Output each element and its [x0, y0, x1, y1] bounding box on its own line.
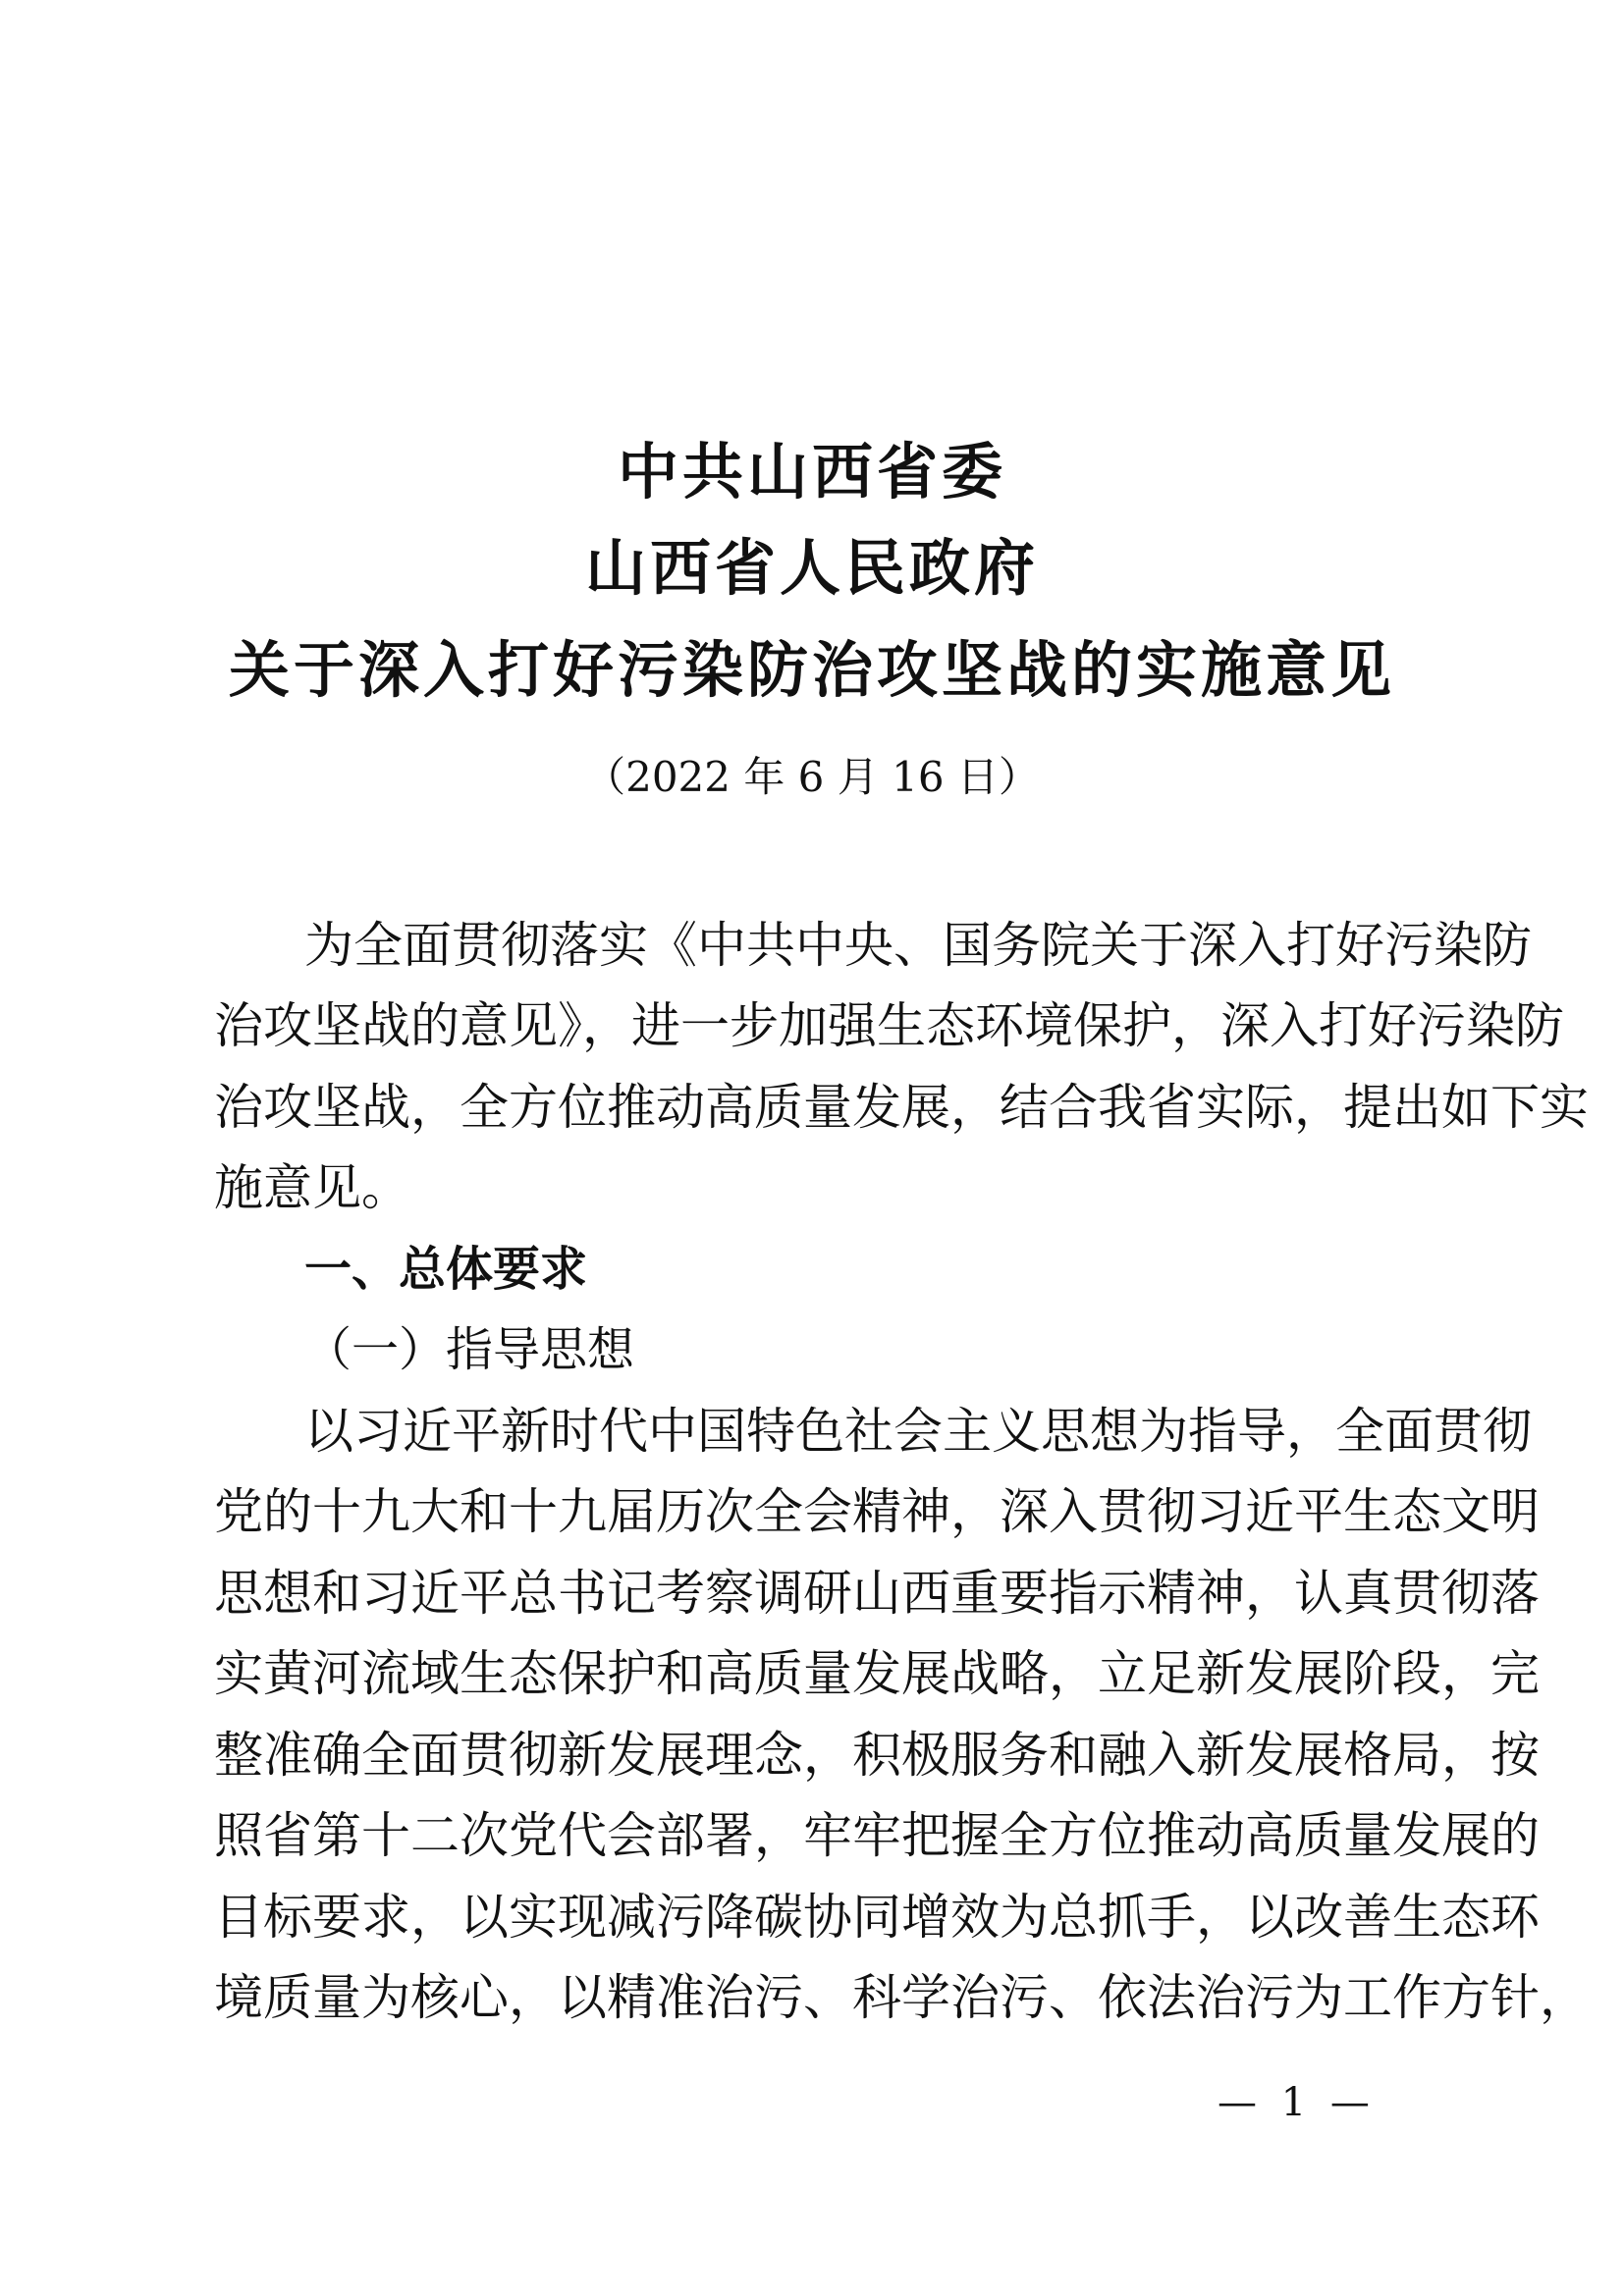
body-line: 整准确全面贯彻新发展理念，积极服务和融入新发展格局，按	[214, 1727, 1540, 1784]
subsection-heading: （一）指导思想	[304, 1322, 635, 1377]
body-line: 以习近平新时代中国特色社会主义思想为指导，全面贯彻	[304, 1403, 1532, 1460]
intro-line: 治攻坚战，全方位推动高质量发展，结合我省实际，提出如下实	[214, 1079, 1589, 1136]
intro-line: 为全面贯彻落实《中共中央、国务院关于深入打好污染防	[304, 917, 1532, 974]
body-line: 思想和习近平总书记考察调研山西重要指示精神，认真贯彻落	[214, 1565, 1540, 1622]
body-line: 党的十九大和十九届历次全会精神，深入贯彻习近平生态文明	[214, 1483, 1540, 1540]
section-heading: 一、总体要求	[304, 1242, 588, 1297]
body-line: 照省第十二次党代会部署，牢牢把握全方位推动高质量发展的	[214, 1807, 1540, 1864]
title-line-2: 山西省人民政府	[584, 532, 1039, 604]
body-line: 境质量为核心，以精准治污、科学治污、依法治污为工作方针，	[214, 1969, 1589, 2026]
page-number: — 1 —	[1218, 2080, 1376, 2125]
document-date: （2022 年 6 月 16 日）	[584, 753, 1040, 801]
body-line: 实黄河流域生态保护和高质量发展战略，立足新发展阶段，完	[214, 1645, 1540, 1702]
body-line: 目标要求，以实现减污降碳协同增效为总抓手，以改善生态环	[214, 1889, 1540, 1946]
intro-line: 施意见。	[214, 1159, 410, 1216]
title-line-3: 关于深入打好污染防治攻坚战的实施意见	[228, 634, 1395, 706]
intro-line: 治攻坚战的意见》，进一步加强生态环境保护，深入打好污染防	[214, 997, 1564, 1054]
title-line-1: 中共山西省委	[617, 436, 1006, 507]
